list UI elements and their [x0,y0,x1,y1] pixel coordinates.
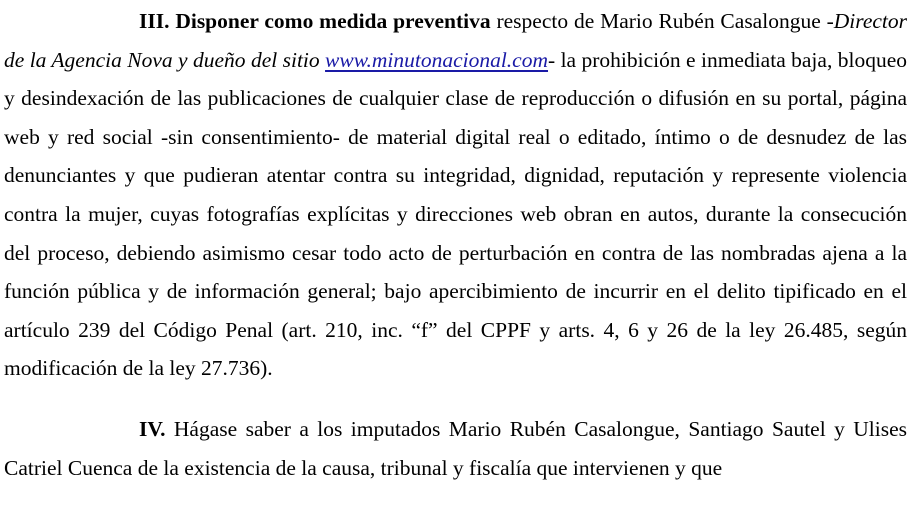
paragraph-iii-italic-2: - [548,47,556,72]
paragraph-iii-text-1: respecto de Mario Rubén Casalongue [490,9,827,33]
paragraph-iv [4,410,907,487]
paragraph-iii-italic-1: -Director de la Agencia Nova y dueño del sitio [4,9,907,72]
paragraph-iii-heading: III. Disponer como medida preventiva [139,9,491,33]
paragraph-iii-text-2: la prohibición e inmediata baja, bloqueo y desindexación de las publicaciones de cualquier clase de reproducción o difusión en su portal, página web y red social -sin consentimiento- de material digital real o editado, íntimo o de desnudez de las denunciantes y que pudieran atentar contra su integridad, dignidad, reputación y represente violencia contra la mujer, cuyas fotografías explícitas y direcciones web obran en autos, durante la consecución del proceso, debiendo asimismo cesar todo acto de perturbación en contra de las nombradas ajena a la función pública y de información general; bajo apercibimiento de incurrir en el delito tipificado en el artículo 239 del Código Penal (art. 210, inc. “f” del CPPF y arts. 4, 6 y 26 de la ley 26.485, según modificación de la ley 27.736). [4,47,907,381]
paragraph-iv-heading: IV. [139,416,166,441]
paragraph-iii [4,2,907,388]
document-page [4,2,907,487]
website-link[interactable]: www.minutonacional.com [325,47,549,72]
paragraph-iv-text: Hágase saber a los imputados Mario Rubén Casalongue, Santiago Sautel y Ulises Catriel Cuenca de la existencia de la causa, tribunal y fiscalía que intervienen y que [4,416,907,480]
